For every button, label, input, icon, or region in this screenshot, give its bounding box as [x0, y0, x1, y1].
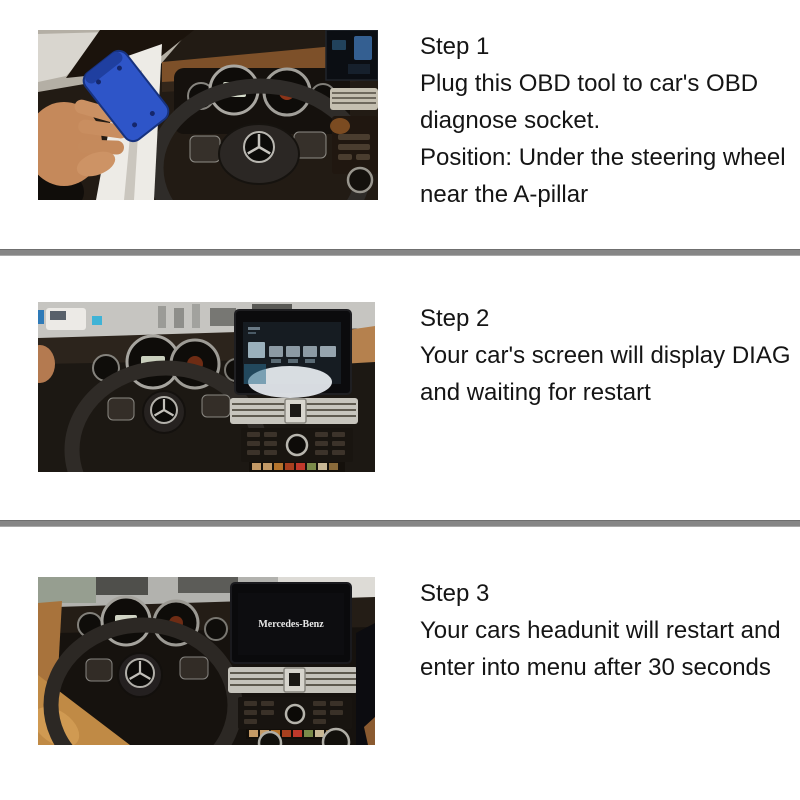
rotary-knob — [287, 435, 307, 455]
step-description-line: enter into menu after 30 seconds — [420, 654, 771, 681]
section-divider — [0, 520, 800, 527]
step-description-line: Your cars headunit will restart and — [420, 617, 781, 644]
step-description-line: Your car's screen will display DIAG — [420, 342, 791, 369]
mercedes-star-icon — [126, 659, 154, 687]
step-description-line: near the A-pillar — [420, 181, 589, 208]
step-description-line: diagnose socket. — [420, 107, 601, 134]
step3-photo-canvas — [38, 577, 375, 745]
lower-knob — [259, 732, 281, 745]
control-panel — [238, 697, 352, 729]
step3-text — [420, 575, 795, 686]
step-description-line: Position: Under the steering wheel — [420, 144, 786, 171]
section-divider — [0, 249, 800, 256]
rotary-knob — [286, 705, 304, 723]
head-unit-screen — [235, 310, 351, 398]
step-title: Step 2 — [420, 305, 490, 332]
analog-clock — [348, 168, 372, 192]
step-title: Step 3 — [420, 580, 490, 607]
dashboard-vents — [330, 88, 378, 110]
step3-photo — [38, 577, 375, 745]
dashboard-vents — [228, 667, 358, 693]
step-title: Step 1 — [420, 33, 490, 60]
boot-logo-text: Mercedes-Benz — [258, 619, 324, 630]
center-stack — [330, 116, 378, 174]
step-description-line: and waiting for restart — [420, 379, 651, 406]
mercedes-star-icon — [151, 397, 177, 423]
step1-photo — [38, 30, 378, 200]
head-unit-screen — [231, 583, 351, 663]
head-unit-screen — [326, 30, 378, 80]
step2-text — [420, 300, 795, 411]
control-panel — [241, 428, 353, 462]
dashboard-vents — [230, 398, 358, 424]
step2-photo-canvas — [38, 302, 375, 472]
step2-photo — [38, 302, 375, 472]
lower-knob — [323, 729, 349, 745]
step1-photo-canvas — [38, 30, 378, 200]
mercedes-star-icon — [244, 132, 274, 162]
step-description-line: Plug this OBD tool to car's OBD — [420, 70, 759, 97]
climate-strip — [249, 462, 345, 472]
step1-text — [420, 28, 795, 213]
